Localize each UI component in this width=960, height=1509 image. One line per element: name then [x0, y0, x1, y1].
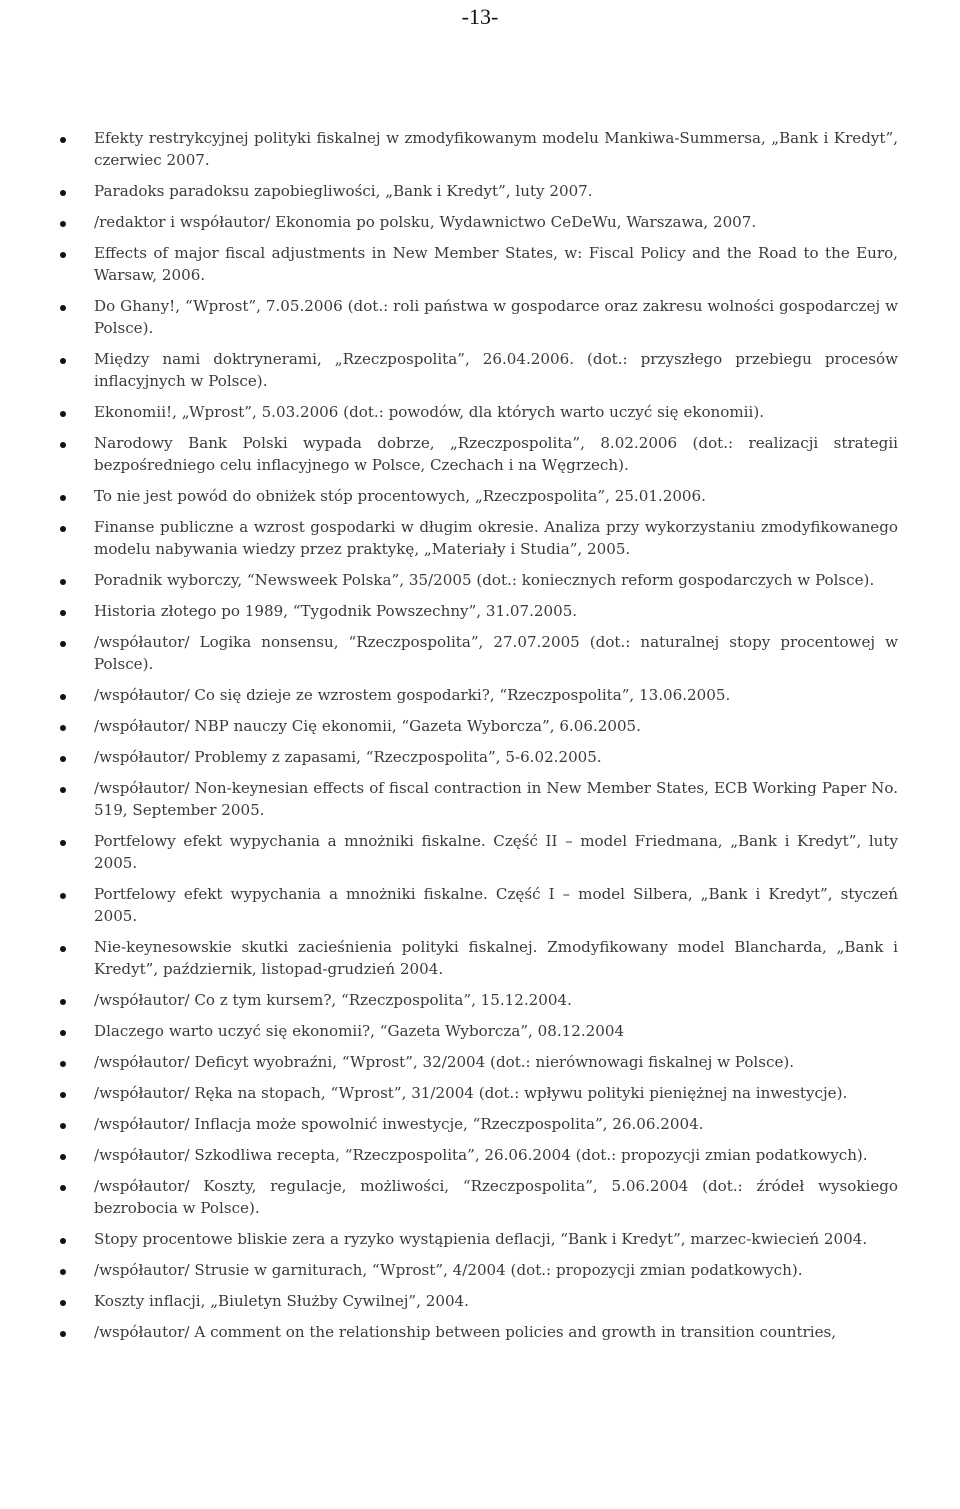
- publication-text: Dlaczego warto uczyć się ekonomii?, “Gazeta Wyborcza”, 08.12.2004: [94, 1022, 625, 1040]
- bullet-icon: [60, 725, 66, 731]
- publication-text: Stopy procentowe bliskie zera a ryzyko wystąpienia deflacji, “Bank i Kredyt”, marzec-kwiecień 2004.: [94, 1230, 868, 1248]
- bullet-icon: [60, 495, 66, 501]
- bullet-icon: [60, 1123, 66, 1129]
- publication-text: Nie-keynesowskie skutki zacieśnienia polityki fiskalnej. Zmodyfikowany model Blancharda, „Bank i Kredyt”, październik, listopad-grudzień 2004.: [94, 938, 898, 978]
- publication-text: Paradoks paradoksu zapobiegliwości, „Bank i Kredyt”, luty 2007.: [94, 182, 593, 200]
- publication-item: [56, 746, 898, 768]
- bullet-icon: [60, 999, 66, 1005]
- publication-text: Narodowy Bank Polski wypada dobrze, „Rzeczpospolita”, 8.02.2006 (dot.: realizacji strategii bezpośredniego celu inflacyjnego w Polsce, Czechach i na Węgrzech).: [94, 434, 898, 474]
- page-number: -13-: [461, 4, 499, 29]
- publication-text: /współautor/ Problemy z zapasami, “Rzeczpospolita”, 5-6.02.2005.: [94, 748, 602, 766]
- publication-text: /współautor/ A comment on the relationship between policies and growth in transition countries,: [94, 1323, 837, 1341]
- publication-item: [56, 1113, 898, 1135]
- publication-text: /współautor/ Deficyt wyobraźni, “Wprost”, 32/2004 (dot.: nierównowagi fiskalnej w Polsce).: [94, 1053, 795, 1071]
- bullet-icon: [60, 1238, 66, 1244]
- bullet-icon: [60, 1030, 66, 1036]
- publication-text: /współautor/ Logika nonsensu, “Rzeczpospolita”, 27.07.2005 (dot.: naturalnej stopy procentowej w Polsce).: [94, 633, 898, 673]
- bullet-icon: [60, 579, 66, 585]
- publication-item: [56, 127, 898, 171]
- publication-item: [56, 600, 898, 622]
- publication-item: [56, 989, 898, 1011]
- publication-item: [56, 883, 898, 927]
- publication-item: [56, 1321, 898, 1343]
- publication-text: /współautor/ Co się dzieje ze wzrostem gospodarki?, “Rzeczpospolita”, 13.06.2005.: [94, 686, 731, 704]
- publication-item: [56, 936, 898, 980]
- publication-item: [56, 180, 898, 202]
- publication-item: [56, 1290, 898, 1312]
- publication-text: Portfelowy efekt wypychania a mnożniki fiskalne. Część II – model Friedmana, „Bank i Kredyt”, luty 2005.: [94, 832, 898, 872]
- bullet-icon: [60, 358, 66, 364]
- bullet-icon: [60, 1092, 66, 1098]
- bullet-icon: [60, 610, 66, 616]
- publication-text: Portfelowy efekt wypychania a mnożniki fiskalne. Część I – model Silbera, „Bank i Kredyt”, styczeń 2005.: [94, 885, 898, 925]
- publication-item: [56, 432, 898, 476]
- publication-list: [56, 127, 898, 1352]
- publication-item: [56, 569, 898, 591]
- publication-text: To nie jest powód do obniżek stóp procentowych, „Rzeczpospolita”, 25.01.2006.: [94, 487, 706, 505]
- bullet-icon: [60, 137, 66, 143]
- publication-item: [56, 715, 898, 737]
- bullet-icon: [60, 946, 66, 952]
- publication-item: [56, 1144, 898, 1166]
- bullet-icon: [60, 305, 66, 311]
- publication-text: Finanse publiczne a wzrost gospodarki w długim okresie. Analiza przy wykorzystaniu zmodyfikowanego modelu nabywania wiedzy przez praktykę, „Materiały i Studia”, 2005.: [94, 518, 898, 558]
- publication-item: [56, 1259, 898, 1281]
- publication-item: [56, 777, 898, 821]
- bullet-icon: [60, 787, 66, 793]
- publication-text: Do Ghany!, “Wprost”, 7.05.2006 (dot.: roli państwa w gospodarce oraz zakresu wolności gospodarczej w Polsce).: [94, 297, 898, 337]
- bullet-icon: [60, 840, 66, 846]
- bullet-icon: [60, 641, 66, 647]
- publication-text: Koszty inflacji, „Biuletyn Służby Cywilnej”, 2004.: [94, 1292, 469, 1310]
- publication-item: [56, 1082, 898, 1104]
- publication-item: [56, 242, 898, 286]
- publication-text: /współautor/ Co z tym kursem?, “Rzeczpospolita”, 15.12.2004.: [94, 991, 572, 1009]
- publication-item: [56, 684, 898, 706]
- publication-text: Między nami doktrynerami, „Rzeczpospolita”, 26.04.2006. (dot.: przyszłego przebiegu procesów inflacyjnych w Polsce).: [94, 350, 898, 390]
- publication-text: Ekonomii!, „Wprost”, 5.03.2006 (dot.: powodów, dla których warto uczyć się ekonomii).: [94, 403, 765, 421]
- bullet-icon: [60, 756, 66, 762]
- publication-text: /współautor/ Inflacja może spowolnić inwestycje, “Rzeczpospolita”, 26.06.2004.: [94, 1115, 704, 1133]
- publication-text: /współautor/ NBP nauczy Cię ekonomii, “Gazeta Wyborcza”, 6.06.2005.: [94, 717, 641, 735]
- publication-text: /współautor/ Szkodliwa recepta, “Rzeczpospolita”, 26.06.2004 (dot.: propozycji zmian podatkowych).: [94, 1146, 868, 1164]
- publication-text: Historia złotego po 1989, “Tygodnik Powszechny”, 31.07.2005.: [94, 602, 578, 620]
- bullet-icon: [60, 1061, 66, 1067]
- publication-item: [56, 1020, 898, 1042]
- bullet-icon: [60, 252, 66, 258]
- publication-text: /współautor/ Non-keynesian effects of fiscal contraction in New Member States, ECB Working Paper No. 519, September 2005.: [94, 779, 898, 819]
- publication-text: Efekty restrykcyjnej polityki fiskalnej w zmodyfikowanym modelu Mankiwa-Summersa, „Bank i Kredyt”, czerwiec 2007.: [94, 129, 898, 169]
- publication-item: [56, 211, 898, 233]
- bullet-icon: [60, 1331, 66, 1337]
- publication-item: [56, 348, 898, 392]
- bullet-icon: [60, 442, 66, 448]
- publication-item: [56, 1175, 898, 1219]
- publication-text: /współautor/ Ręka na stopach, “Wprost”, 31/2004 (dot.: wpływu polityki pieniężnej na inwestycje).: [94, 1084, 848, 1102]
- publication-text: /współautor/ Strusie w garniturach, “Wprost”, 4/2004 (dot.: propozycji zmian podatkowych).: [94, 1261, 803, 1279]
- publication-item: [56, 485, 898, 507]
- bullet-icon: [60, 1154, 66, 1160]
- bullet-icon: [60, 526, 66, 532]
- publication-item: [56, 1051, 898, 1073]
- bullet-icon: [60, 893, 66, 899]
- publication-text: Effects of major fiscal adjustments in New Member States, w: Fiscal Policy and the Road to the Euro, Warsaw, 2006.: [94, 244, 898, 284]
- bullet-icon: [60, 1269, 66, 1275]
- bullet-icon: [60, 190, 66, 196]
- bullet-icon: [60, 1300, 66, 1306]
- publication-item: [56, 295, 898, 339]
- publication-text: Poradnik wyborczy, “Newsweek Polska”, 35/2005 (dot.: koniecznych reform gospodarczych w Polsce).: [94, 571, 875, 589]
- publication-item: [56, 516, 898, 560]
- bullet-icon: [60, 694, 66, 700]
- bullet-icon: [60, 221, 66, 227]
- publication-item: [56, 631, 898, 675]
- publication-text: /redaktor i współautor/ Ekonomia po polsku, Wydawnictwo CeDeWu, Warszawa, 2007.: [94, 213, 757, 231]
- bullet-icon: [60, 411, 66, 417]
- publication-text: /współautor/ Koszty, regulacje, możliwości, “Rzeczpospolita”, 5.06.2004 (dot.: źródeł wysokiego bezrobocia w Polsce).: [94, 1177, 898, 1217]
- bullet-icon: [60, 1185, 66, 1191]
- publication-item: [56, 401, 898, 423]
- publication-item: [56, 1228, 898, 1250]
- publication-item: [56, 830, 898, 874]
